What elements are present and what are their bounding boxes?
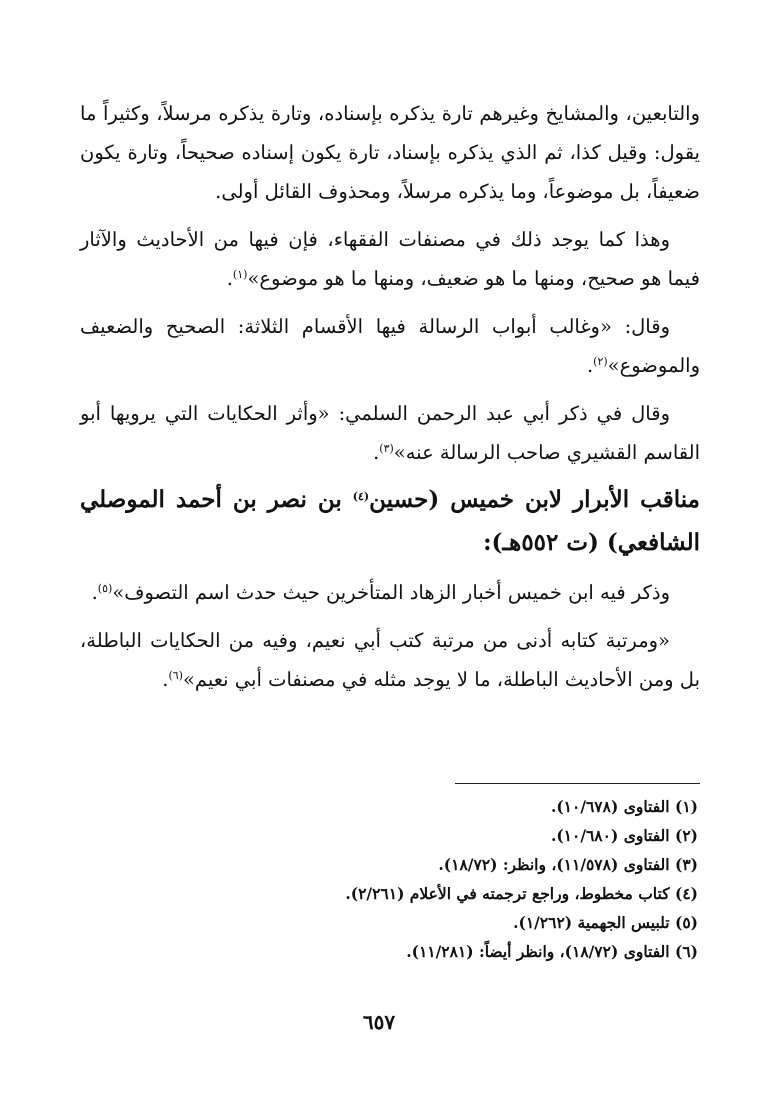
footnote-2: (٢) الفتاوى (١٠/٦٨٠). [550,826,698,845]
paragraph-6-text: «ومرتبة كتابه أدنى من مرتبة كتب أبي نعيم، وفيه من الحكايات الباطلة، بل ومن الأحاديث الباطلة، ما لا يوجد مثله في مصنفات أبي نعيم» [80,629,700,691]
footnote-3: (٣) الفتاوى (١١/٥٧٨)، وانظر: (١٨/٧٢). [438,855,698,874]
end-dot: . [373,441,380,464]
paragraph-3-text: وقال: «وغالب أبواب الرسالة فيها الأقسام الثلاثة: الصحيح والضعيف والموضوع» [80,315,700,377]
footnote-ref-2: (٢) [593,355,608,368]
end-dot: . [586,354,594,377]
end-dot: . [91,581,98,604]
paragraph-6 [80,621,700,699]
footnotes-list [150,792,698,966]
footnote-ref-1: (١) [232,268,248,281]
footnote-ref-6: (٦) [168,669,183,682]
heading-part-2: بن نصر بن أحمد الموصلي الشافعي) (ت ٥٥٢هـ): [80,486,700,556]
footnote-4: (٤) كتاب مخطوط، وراجع ترجمته في الأعلام (٢/٢٦١). [345,884,698,903]
paragraph-5-text: وذكر فيه ابن خميس أخبار الزهاد المتأخرين حيث حدث اسم التصوف» [112,581,670,604]
paragraph-1: والتابعين، والمشايخ وغيرهم تارة يذكره بإسناده، وتارة يذكره مرسلاً، وكثيراً ما يقول: وقيل كذا، ثم الذي يذكره بإسناد، تارة يكون إسناده صحيحاً، وتارة يكون ضعيفاً، بل موضوعاً، وما يذكره مرسلاً، ومحذوف القائل أولى. [80,102,700,203]
paragraph-2 [80,220,700,298]
main-text [80,94,700,699]
footnote-ref-4: (٤) [352,490,370,503]
footnote-ref-5: (٥) [97,582,113,595]
section-heading [80,478,700,564]
footnote-6: (٦) الفتاوى (١٨/٧٢)، وانظر أيضاً: (١١/٢٨١). [406,942,698,961]
footnote-divider [455,783,700,784]
paragraph-3 [80,307,700,385]
footnote-1: (١) الفتاوى (١٠/٦٧٨). [550,797,698,816]
heading-part-1: مناقب الأبرار لابن خميس (حسين [369,486,700,513]
footnote-ref-3: (٣) [379,442,394,455]
end-dot: . [162,668,169,691]
page-number: ٦٥٧ [362,1010,396,1034]
paragraph-4-text: وقال في ذكر أبي عبد الرحمن السلمي: «وأثر الحكايات التي يرويها أبو القاسم القشيري صاحب الرسالة عنه» [80,402,700,464]
paragraph-2-text: وهذا كما يوجد ذلك في مصنفات الفقهاء، فإن فيها من الأحاديث والآثار فيما هو صحيح، ومنها ما هو ضعيف، ومنها ما هو موضوع» [80,228,700,290]
footnote-5: (٥) تلبيس الجهمية (١/٢٦٢). [513,913,698,932]
paragraph-4 [80,394,700,472]
paragraph-5 [80,573,700,612]
end-dot: . [226,267,233,290]
